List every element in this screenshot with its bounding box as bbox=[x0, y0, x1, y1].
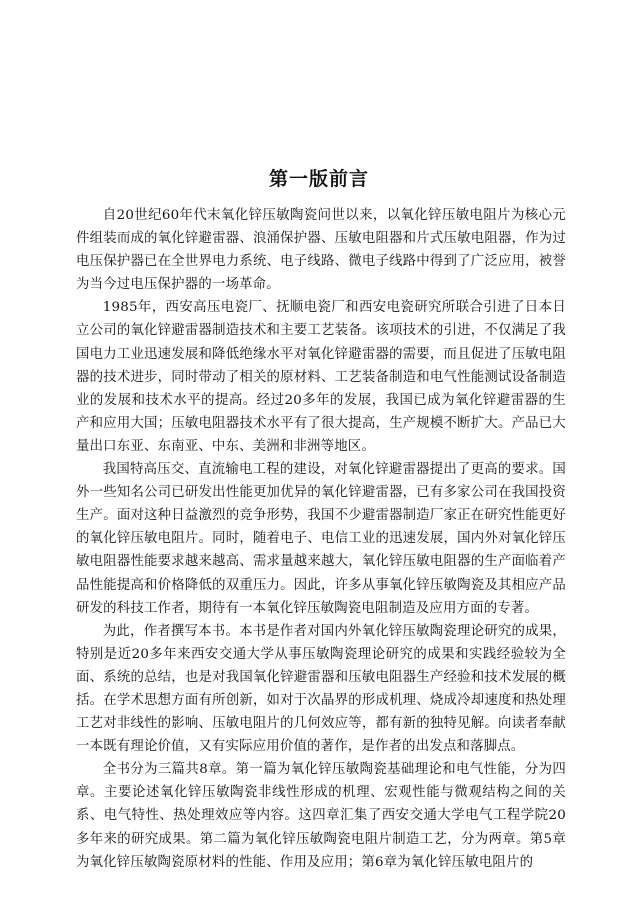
preface-body bbox=[76, 204, 566, 874]
paragraph: 1985年，西安高压电瓷厂、抚顺电瓷厂和西安电瓷研究所联合引进了日本日立公司的氧化锌避雷器制造技术和主要工艺装备。该项技术的引进，不仅满足了我国电力工业迅速发展和降低绝缘水平对氧化锌避雷器的需要，而且促进了压敏电阻器的技术进步，同时带动了相关的原材料、工艺装备制造和电气性能测试设备制造业的发展和技术水平的提高。经过20多年的发展，我国已成为氧化锌避雷器的生产和应用大国；压敏电阻器技术水平有了很大提高，生产规模不断扩大。产品已大量出口东亚、东南亚、中东、美洲和非洲等地区。 bbox=[76, 300, 566, 454]
paragraph: 我国特高压交、直流输电工程的建设，对氧化锌避雷器提出了更高的要求。国外一些知名公司已研发出性能更加优异的氧化锌避雷器，已有多家公司在我国投资生产。面对这种日益激烈的竞争形势，我国不少避雷器制造厂家正在研究性能更好的氧化锌压敏电阻片。同时，随着电子、电信工业的迅速发展，国内外对氧化锌压敏电阻器性能要求越来越高、需求量越来越大，氧化锌压敏电阻器的生产面临着产品性能提高和价格降低的双重压力。因此，许多从事氧化锌压敏陶瓷及其相应产品研发的科技工作者，期待有一本氧化锌压敏陶瓷电阻制造及应用方面的专著。 bbox=[76, 462, 566, 616]
paragraph: 全书分为三篇共8章。第一篇为氧化锌压敏陶瓷基础理论和电气性能，分为四章。主要论述氧化锌压敏陶瓷非线性形成的机理、宏观性能与微观结构之间的关系、电气特性、热处理效应等内容。这四章汇集了西安交通大学电气工程学院20多年来的研究成果。第二篇为氧化锌压敏陶瓷电阻片制造工艺，分为两章。第5章为氧化锌压敏陶瓷原材料的性能、作用及应用；第6章为氧化锌压敏电阻片的 bbox=[76, 762, 566, 870]
page-title: 第一版前言 bbox=[268, 168, 369, 190]
paragraph: 自20世纪60年代末氧化锌压敏陶瓷问世以来，以氧化锌压敏电阻片为核心元件组装而成的氧化锌避雷器、浪涌保护器、压敏电阻器和片式压敏电阻器，作为过电压保护器已在全世界电力系统、电子线路、微电子线路中得到了广泛应用，被誉为当今过电压保护器的一场革命。 bbox=[76, 208, 566, 293]
paragraph: 为此，作者撰写本书。本书是作者对国内外氧化锌压敏陶瓷理论研究的成果，特别是近20多年来西安交通大学从事压敏陶瓷理论研究的成果和实践经验较为全面、系统的总结，也是对我国氧化锌避雷器和压敏电阻器生产经验和技术发展的概括。在学术思想方面有所创新，如对于次晶界的形成机理、烧成冷却速度和热处理工艺对非线性的影响、压敏电阻片的几何效应等，都有新的独特见解。向读者奉献一本既有理论价值，又有实际应用价值的著作，是作者的出发点和落脚点。 bbox=[76, 623, 566, 755]
